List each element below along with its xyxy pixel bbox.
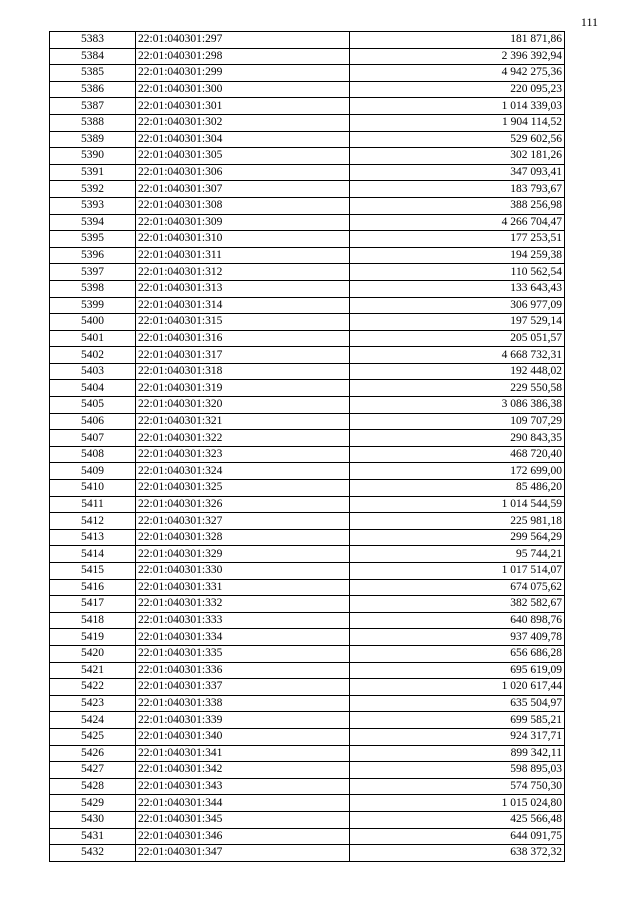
cadastral-value-cell: 674 075,62 <box>350 579 565 596</box>
cadastral-number-cell: 22:01:040301:311 <box>136 247 350 264</box>
row-number-cell: 5394 <box>50 214 136 231</box>
table-row <box>50 579 565 596</box>
row-number-cell: 5411 <box>50 496 136 513</box>
cadastral-value-cell: 4 942 275,36 <box>350 65 565 82</box>
row-number-cell: 5408 <box>50 446 136 463</box>
cadastral-value-cell: 95 744,21 <box>350 546 565 563</box>
table-row <box>50 413 565 430</box>
table-row <box>50 114 565 131</box>
cadastral-number-cell: 22:01:040301:334 <box>136 629 350 646</box>
cadastral-number-cell: 22:01:040301:300 <box>136 81 350 98</box>
row-number-cell: 5416 <box>50 579 136 596</box>
cadastral-number-cell: 22:01:040301:301 <box>136 98 350 115</box>
cadastral-number-cell: 22:01:040301:308 <box>136 197 350 214</box>
cadastral-number-cell: 22:01:040301:314 <box>136 297 350 314</box>
table-row <box>50 745 565 762</box>
row-number-cell: 5392 <box>50 181 136 198</box>
cadastral-number-cell: 22:01:040301:317 <box>136 347 350 364</box>
row-number-cell: 5418 <box>50 612 136 629</box>
row-number-cell: 5428 <box>50 778 136 795</box>
cadastral-value-cell: 347 093,41 <box>350 164 565 181</box>
cadastral-value-cell: 205 051,57 <box>350 330 565 347</box>
cadastral-value-cell: 85 486,20 <box>350 480 565 497</box>
cadastral-number-cell: 22:01:040301:340 <box>136 728 350 745</box>
cadastral-value-cell: 1 017 514,07 <box>350 563 565 580</box>
page-number: 111 <box>580 15 598 29</box>
cadastral-value-cell: 695 619,09 <box>350 662 565 679</box>
table-row <box>50 778 565 795</box>
table-row <box>50 828 565 845</box>
table-row <box>50 845 565 862</box>
cadastral-number-cell: 22:01:040301:324 <box>136 463 350 480</box>
cadastral-value-cell: 229 550,58 <box>350 380 565 397</box>
row-number-cell: 5389 <box>50 131 136 148</box>
cadastral-value-cell: 425 566,48 <box>350 811 565 828</box>
table-row <box>50 513 565 530</box>
cadastral-number-cell: 22:01:040301:332 <box>136 596 350 613</box>
row-number-cell: 5407 <box>50 430 136 447</box>
table-row <box>50 181 565 198</box>
table-row <box>50 197 565 214</box>
table-row <box>50 728 565 745</box>
cadastral-value-cell: 177 253,51 <box>350 231 565 248</box>
row-number-cell: 5430 <box>50 811 136 828</box>
row-number-cell: 5424 <box>50 712 136 729</box>
row-number-cell: 5423 <box>50 695 136 712</box>
row-number-cell: 5398 <box>50 280 136 297</box>
cadastral-value-cell: 468 720,40 <box>350 446 565 463</box>
cadastral-number-cell: 22:01:040301:331 <box>136 579 350 596</box>
cadastral-value-cell: 574 750,30 <box>350 778 565 795</box>
cadastral-value-cell: 133 643,43 <box>350 280 565 297</box>
row-number-cell: 5384 <box>50 48 136 65</box>
row-number-cell: 5414 <box>50 546 136 563</box>
row-number-cell: 5403 <box>50 363 136 380</box>
cadastral-value-cell: 1 014 544,59 <box>350 496 565 513</box>
table-row <box>50 496 565 513</box>
row-number-cell: 5385 <box>50 65 136 82</box>
table-row <box>50 612 565 629</box>
cadastral-value-cell: 4 668 732,31 <box>350 347 565 364</box>
table-row <box>50 795 565 812</box>
cadastral-number-cell: 22:01:040301:327 <box>136 513 350 530</box>
cadastral-number-cell: 22:01:040301:320 <box>136 397 350 414</box>
table-row <box>50 148 565 165</box>
cadastral-number-cell: 22:01:040301:322 <box>136 430 350 447</box>
cadastral-value-cell: 181 871,86 <box>350 32 565 49</box>
cadastral-number-cell: 22:01:040301:333 <box>136 612 350 629</box>
table-row <box>50 48 565 65</box>
cadastral-number-cell: 22:01:040301:313 <box>136 280 350 297</box>
cadastral-value-cell: 183 793,67 <box>350 181 565 198</box>
cadastral-value-cell: 644 091,75 <box>350 828 565 845</box>
table-row <box>50 264 565 281</box>
table-row <box>50 247 565 264</box>
table-row <box>50 380 565 397</box>
cadastral-number-cell: 22:01:040301:298 <box>136 48 350 65</box>
row-number-cell: 5402 <box>50 347 136 364</box>
table-row <box>50 314 565 331</box>
row-number-cell: 5390 <box>50 148 136 165</box>
table-row <box>50 480 565 497</box>
table-row <box>50 629 565 646</box>
cadastral-value-cell: 2 396 392,94 <box>350 48 565 65</box>
row-number-cell: 5391 <box>50 164 136 181</box>
cadastral-number-cell: 22:01:040301:315 <box>136 314 350 331</box>
cadastral-value-cell: 699 585,21 <box>350 712 565 729</box>
row-number-cell: 5395 <box>50 231 136 248</box>
cadastral-value-cell: 4 266 704,47 <box>350 214 565 231</box>
table-row <box>50 297 565 314</box>
row-number-cell: 5409 <box>50 463 136 480</box>
cadastral-value-cell: 388 256,98 <box>350 197 565 214</box>
cadastral-number-cell: 22:01:040301:299 <box>136 65 350 82</box>
row-number-cell: 5429 <box>50 795 136 812</box>
cadastral-number-cell: 22:01:040301:342 <box>136 762 350 779</box>
row-number-cell: 5421 <box>50 662 136 679</box>
cadastral-number-cell: 22:01:040301:347 <box>136 845 350 862</box>
table-row <box>50 546 565 563</box>
cadastral-value-cell: 197 529,14 <box>350 314 565 331</box>
table-body <box>50 32 565 862</box>
cadastral-number-cell: 22:01:040301:312 <box>136 264 350 281</box>
table-row <box>50 32 565 49</box>
row-number-cell: 5426 <box>50 745 136 762</box>
cadastral-value-cell: 1 015 024,80 <box>350 795 565 812</box>
table-row <box>50 463 565 480</box>
cadastral-number-cell: 22:01:040301:310 <box>136 231 350 248</box>
table-row <box>50 529 565 546</box>
cadastral-value-cell: 109 707,29 <box>350 413 565 430</box>
row-number-cell: 5383 <box>50 32 136 49</box>
row-number-cell: 5397 <box>50 264 136 281</box>
cadastral-number-cell: 22:01:040301:341 <box>136 745 350 762</box>
cadastral-value-cell: 220 095,23 <box>350 81 565 98</box>
cadastral-value-cell: 192 448,02 <box>350 363 565 380</box>
table-row <box>50 231 565 248</box>
cadastral-number-cell: 22:01:040301:346 <box>136 828 350 845</box>
table-row <box>50 645 565 662</box>
table-row <box>50 363 565 380</box>
table-row <box>50 397 565 414</box>
cadastral-number-cell: 22:01:040301:318 <box>136 363 350 380</box>
table-row <box>50 81 565 98</box>
cadastral-number-cell: 22:01:040301:306 <box>136 164 350 181</box>
row-number-cell: 5406 <box>50 413 136 430</box>
table-row <box>50 679 565 696</box>
row-number-cell: 5400 <box>50 314 136 331</box>
cadastral-value-cell: 110 562,54 <box>350 264 565 281</box>
row-number-cell: 5399 <box>50 297 136 314</box>
row-number-cell: 5393 <box>50 197 136 214</box>
cadastral-value-cell: 306 977,09 <box>350 297 565 314</box>
row-number-cell: 5420 <box>50 645 136 662</box>
row-number-cell: 5415 <box>50 563 136 580</box>
cadastral-number-cell: 22:01:040301:309 <box>136 214 350 231</box>
table-row <box>50 347 565 364</box>
cadastral-value-cell: 290 843,35 <box>350 430 565 447</box>
table-row <box>50 762 565 779</box>
cadastral-value-cell: 899 342,11 <box>350 745 565 762</box>
cadastral-value-cell: 937 409,78 <box>350 629 565 646</box>
cadastral-number-cell: 22:01:040301:307 <box>136 181 350 198</box>
cadastral-number-cell: 22:01:040301:338 <box>136 695 350 712</box>
cadastral-value-cell: 1 014 339,03 <box>350 98 565 115</box>
row-number-cell: 5427 <box>50 762 136 779</box>
table-row <box>50 214 565 231</box>
cadastral-value-cell: 382 582,67 <box>350 596 565 613</box>
cadastral-value-cell: 1 020 617,44 <box>350 679 565 696</box>
cadastral-value-cell: 194 259,38 <box>350 247 565 264</box>
table-row <box>50 164 565 181</box>
table-row <box>50 596 565 613</box>
cadastral-number-cell: 22:01:040301:335 <box>136 645 350 662</box>
row-number-cell: 5417 <box>50 596 136 613</box>
table-row <box>50 811 565 828</box>
cadastral-number-cell: 22:01:040301:325 <box>136 480 350 497</box>
row-number-cell: 5410 <box>50 480 136 497</box>
cadastral-value-cell: 598 895,03 <box>350 762 565 779</box>
cadastral-number-cell: 22:01:040301:319 <box>136 380 350 397</box>
cadastral-number-cell: 22:01:040301:297 <box>136 32 350 49</box>
cadastral-number-cell: 22:01:040301:330 <box>136 563 350 580</box>
row-number-cell: 5431 <box>50 828 136 845</box>
table-row <box>50 65 565 82</box>
row-number-cell: 5413 <box>50 529 136 546</box>
cadastral-value-cell: 924 317,71 <box>350 728 565 745</box>
cadastral-value-cell: 635 504,97 <box>350 695 565 712</box>
cadastral-number-cell: 22:01:040301:326 <box>136 496 350 513</box>
cadastral-value-cell: 529 602,56 <box>350 131 565 148</box>
row-number-cell: 5404 <box>50 380 136 397</box>
table-row <box>50 695 565 712</box>
table-row <box>50 712 565 729</box>
cadastral-number-cell: 22:01:040301:304 <box>136 131 350 148</box>
table-row <box>50 430 565 447</box>
cadastral-value-cell: 656 686,28 <box>350 645 565 662</box>
cadastral-number-cell: 22:01:040301:344 <box>136 795 350 812</box>
table-row <box>50 563 565 580</box>
table-row <box>50 662 565 679</box>
table-row <box>50 446 565 463</box>
row-number-cell: 5401 <box>50 330 136 347</box>
cadastral-number-cell: 22:01:040301:323 <box>136 446 350 463</box>
cadastral-value-cell: 640 898,76 <box>350 612 565 629</box>
row-number-cell: 5425 <box>50 728 136 745</box>
cadastral-value-cell: 302 181,26 <box>350 148 565 165</box>
cadastral-number-cell: 22:01:040301:321 <box>136 413 350 430</box>
cadastral-value-cell: 1 904 114,52 <box>350 114 565 131</box>
row-number-cell: 5405 <box>50 397 136 414</box>
row-number-cell: 5432 <box>50 845 136 862</box>
row-number-cell: 5386 <box>50 81 136 98</box>
table-row <box>50 131 565 148</box>
cadastral-value-cell: 3 086 386,38 <box>350 397 565 414</box>
cadastral-value-cell: 172 699,00 <box>350 463 565 480</box>
row-number-cell: 5387 <box>50 98 136 115</box>
cadastral-number-cell: 22:01:040301:316 <box>136 330 350 347</box>
cadastral-number-cell: 22:01:040301:345 <box>136 811 350 828</box>
cadastral-value-cell: 299 564,29 <box>350 529 565 546</box>
cadastral-number-cell: 22:01:040301:329 <box>136 546 350 563</box>
cadastral-number-cell: 22:01:040301:305 <box>136 148 350 165</box>
cadastral-number-cell: 22:01:040301:336 <box>136 662 350 679</box>
table-row <box>50 330 565 347</box>
row-number-cell: 5396 <box>50 247 136 264</box>
cadastral-number-cell: 22:01:040301:337 <box>136 679 350 696</box>
cadastral-value-table <box>49 31 565 862</box>
cadastral-number-cell: 22:01:040301:339 <box>136 712 350 729</box>
row-number-cell: 5388 <box>50 114 136 131</box>
cadastral-value-cell: 225 981,18 <box>350 513 565 530</box>
cadastral-number-cell: 22:01:040301:328 <box>136 529 350 546</box>
row-number-cell: 5412 <box>50 513 136 530</box>
table-row <box>50 280 565 297</box>
table-row <box>50 98 565 115</box>
row-number-cell: 5419 <box>50 629 136 646</box>
cadastral-value-cell: 638 372,32 <box>350 845 565 862</box>
cadastral-number-cell: 22:01:040301:302 <box>136 114 350 131</box>
cadastral-number-cell: 22:01:040301:343 <box>136 778 350 795</box>
row-number-cell: 5422 <box>50 679 136 696</box>
